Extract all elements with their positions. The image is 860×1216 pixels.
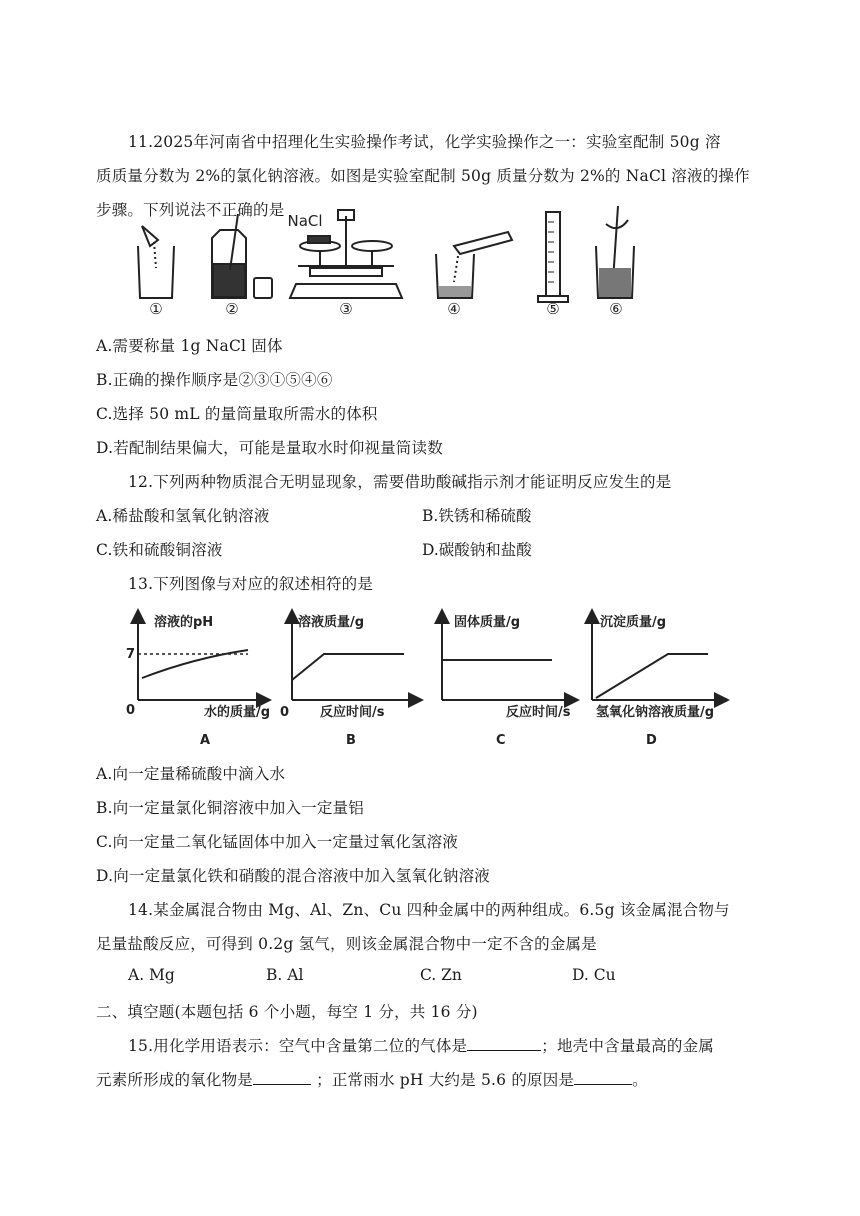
q13-option-b: B.向一定量氯化铜溶液中加入一定量铝 bbox=[96, 799, 364, 817]
q12-stem: 12.下列两种物质混合无明显现象，需要借助酸碱指示剂才能证明反应发生的是 bbox=[128, 473, 672, 491]
q14-stem-line1: 14.某金属混合物由 Mg、Al、Zn、Cu 四种金属中的两种组成。6.5g 该金属混合物与 bbox=[128, 901, 730, 919]
q13-stem: 13.下列图像与对应的叙述相符的是 bbox=[128, 575, 374, 593]
q12-option-c: C.铁和硫酸铜溶液 bbox=[96, 541, 223, 559]
step1-beaker-icon bbox=[138, 226, 174, 298]
q13-graphs bbox=[124, 604, 734, 752]
q13-option-a: A.向一定量稀硫酸中滴入水 bbox=[96, 765, 286, 783]
q14-option-a: A. Mg bbox=[128, 966, 175, 984]
q15-text-3: 元素所形成的氧化物是 bbox=[96, 1071, 254, 1089]
q15-line1 bbox=[128, 1034, 714, 1056]
q11-stem-line2: 质质量分数为 2%的氯化钠溶液。如图是实验室配制 50g 质量分数为 2%的 NaCl 溶液的操作 bbox=[96, 167, 750, 185]
step-label-1: ① bbox=[149, 300, 163, 318]
graph-b-xlabel: 反应时间/s bbox=[320, 705, 385, 720]
graph-a-ylabel: 溶液的pH bbox=[154, 615, 214, 630]
q11-lab-figure bbox=[120, 206, 680, 318]
graph-d bbox=[592, 614, 722, 748]
graph-b-letter: B bbox=[346, 733, 356, 748]
q15-blank-2[interactable] bbox=[253, 1068, 311, 1085]
step-label-4: ④ bbox=[447, 300, 461, 318]
q15-text-2: ；地壳中含量最高的金属 bbox=[541, 1037, 714, 1055]
q11-option-d: D.若配制结果偏大，可能是量取水时仰视量筒读数 bbox=[96, 439, 443, 457]
graph-b-origin: 0 bbox=[280, 705, 290, 720]
q12-option-a: A.稀盐酸和氢氧化钠溶液 bbox=[96, 507, 270, 525]
graph-a-xlabel: 水的质量/g bbox=[204, 705, 271, 720]
q15-text-1: 15.用化学用语表示：空气中含量第二位的气体是 bbox=[128, 1037, 468, 1055]
graph-d-letter: D bbox=[646, 733, 657, 748]
graph-a-origin: 0 bbox=[126, 703, 136, 718]
graph-b bbox=[280, 614, 416, 748]
q15-blank-1[interactable] bbox=[467, 1034, 541, 1051]
step5-cylinder-icon bbox=[538, 212, 568, 302]
step-label-3: ③ bbox=[339, 300, 353, 318]
step-label-6: ⑥ bbox=[609, 300, 623, 318]
q14-option-b: B. Al bbox=[266, 966, 304, 984]
graph-a bbox=[126, 614, 270, 748]
graph-b-ylabel: 溶液质量/g bbox=[298, 615, 365, 630]
graph-d-ylabel: 沉淀质量/g bbox=[600, 615, 667, 630]
graph-b-curve bbox=[292, 654, 404, 680]
graph-c-xlabel: 反应时间/s bbox=[506, 705, 571, 720]
graph-c-ylabel: 固体质量/g bbox=[454, 615, 521, 630]
step2-bottle-icon bbox=[212, 214, 272, 298]
q11-option-b: B.正确的操作顺序是②③①⑤④⑥ bbox=[96, 371, 333, 389]
q11-option-a: A.需要称量 1g NaCl 固体 bbox=[96, 337, 283, 355]
q14-stem-line2: 足量盐酸反应，可得到 0.2g 氢气，则该金属混合物中一定不含的金属是 bbox=[96, 935, 597, 953]
q13-option-d: D.向一定量氯化铁和硝酸的混合溶液中加入氢氧化钠溶液 bbox=[96, 867, 491, 885]
q12-option-b: B.铁锈和稀硫酸 bbox=[422, 507, 532, 525]
graph-c bbox=[442, 614, 572, 748]
q15-blank-3[interactable] bbox=[574, 1068, 632, 1085]
nacl-label: NaCl bbox=[287, 212, 323, 230]
graph-c-letter: C bbox=[496, 733, 506, 748]
graph-d-xlabel: 氢氧化钠溶液质量/g bbox=[596, 705, 715, 720]
q11-option-c: C.选择 50 mL 的量筒量取所需水的体积 bbox=[96, 405, 378, 423]
section-2-heading: 二、填空题(本题包括 6 个小题，每空 1 分，共 16 分) bbox=[96, 1003, 478, 1021]
q15-text-4: ；正常雨水 pH 大约是 5.6 的原因是 bbox=[311, 1071, 575, 1089]
q15-line2 bbox=[96, 1068, 648, 1090]
q11-stem-line1: 11.2025年河南省中招理化生实验操作考试，化学实验操作之一：实验室配制 50g 溶 bbox=[128, 133, 721, 151]
q13-option-c: C.向一定量二氧化锰固体中加入一定量过氧化氢溶液 bbox=[96, 833, 459, 851]
step-label-5: ⑤ bbox=[546, 300, 560, 318]
q14-option-d: D. Cu bbox=[572, 966, 616, 984]
q14-option-c: C. Zn bbox=[420, 966, 462, 984]
q12-option-d: D.碳酸钠和盐酸 bbox=[422, 541, 532, 559]
step6-stir-icon bbox=[596, 206, 634, 298]
q15-text-5: 。 bbox=[632, 1071, 648, 1089]
step-label-2: ② bbox=[225, 300, 239, 318]
graph-d-curve bbox=[596, 654, 708, 698]
step4-pour-icon bbox=[436, 232, 512, 298]
graph-a-ytick: 7 bbox=[126, 647, 136, 662]
q11-stem-line3: 步骤。下列说法不正确的是 bbox=[96, 201, 285, 219]
graph-a-letter: A bbox=[200, 733, 211, 748]
